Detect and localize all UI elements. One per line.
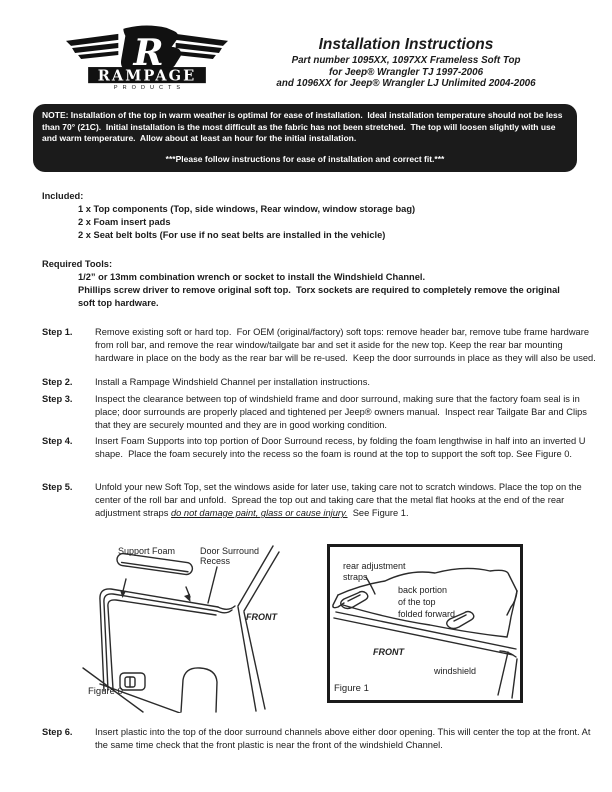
figure0-caption: Figure 0 [88,686,123,697]
figure1-label-back-line2: of the top [398,597,436,607]
tool-item-2: Phillips screw driver to remove original soft top. Torx sockets are required to completely remove the original soft top hardware. [78,285,563,308]
note-footer-text: ***Please follow instructions for ease of installation and correct fit.*** [165,154,445,165]
figure-0 [80,543,315,713]
subtitle-line-2: for Jeep® Wrangler TJ 1997-2006 [328,66,484,78]
step-row-6 [42,726,600,752]
required-tools-section [42,258,578,310]
note-box [33,104,577,172]
included-item-2: 2 x Foam insert pads [78,217,171,227]
included-item-1: 1 x Top components (Top, side windows, Rear window, window storage bag) [78,204,416,214]
step-row-1 [42,326,600,365]
step-row-5 [42,481,600,520]
step-5-text-after: See Figure 1. [347,508,409,518]
step-6-text: Insert plastic into the top of the door surround channels above either door opening. This will center the top at the front. At the same time check that the front plastic is near the front of the windshield Channel. [95,727,594,750]
tool-item-1: 1/2” or 13mm combination wrench or socket to install the Windshield Channel. [78,272,426,282]
figure0-label-door-surround-line2: Recess [200,556,231,566]
figure0-label-support-foam: Support Foam [118,546,176,556]
logo-products-text: PRODUCTS [113,85,186,91]
step-row-3 [42,393,600,432]
step-5-label: Step 5. [42,482,73,492]
step-4-text: Insert Foam Supports into top portion of Door Surround recess, by folding the foam lengthwise in half into an inverted U shape. Place the foam securely into the recess so the foam is round at the top to support the soft top. See Figure 0. [95,436,589,459]
figure0-label-door-surround-line1: Door Surround [200,546,260,556]
figure1-label-straps-line2: straps [343,572,368,582]
figure-1 [327,544,523,703]
step-row-4 [42,435,600,461]
figure1-label-back-line3: folded forward [398,609,456,619]
subtitle-line-1: Part number 1095XX, 1097XX Frameless Soft Top [291,55,521,66]
step-3-text: Inspect the clearance between top of windshield frame and door surround, making sure that the factory foam seal is in place; door surrounds are properly placed and tightened per Jeep® owners manual. Inspect rear Tailgate Bar and Clips that they are securely mounted and they are in good working condition. [95,394,590,430]
step-row-2 [42,376,600,389]
figure1-caption: Figure 1 [334,683,369,694]
document-title: Installation Instructions [318,36,494,53]
subtitle-line-3: and 1096XX for Jeep® Wrangler LJ Unlimited 2004-2006 [276,78,536,90]
step-5-text [95,481,600,520]
step-2-label: Step 2. [42,377,73,387]
logo-letter: R [133,31,164,75]
title-block [268,36,544,90]
step-5-warning-text: do not damage paint, glass or cause injury. [170,508,348,518]
step-1-text: Remove existing soft or hard top. For OEM (original/factory) soft tops: remove header bar, remove tube frame hardware from roll bar, and remove the rear window/tailgate bar and set it aside for the new top. Keep the rear bar mounting hardware in place on the body as the rear bar will be re-used. Keep the door surrounds in place as they will also be used. [95,327,596,363]
included-section [42,190,578,242]
logo-brand-text: RAMPAGE [97,67,197,85]
step-6-label: Step 6. [42,727,73,737]
step-3-label: Step 3. [42,394,73,404]
step-4-label: Step 4. [42,436,73,446]
figure1-label-straps-line1: rear adjustment [343,561,406,571]
step-2-text: Install a Rampage Windshield Channel per installation instructions. [95,377,370,387]
figure1-label-front: FRONT [373,647,404,657]
figure1-label-back-line1: back portion [398,585,448,595]
figure0-label-front: FRONT [246,612,277,622]
included-heading: Included: [42,191,84,201]
note-body-text: NOTE: Installation of the top in warm weather is optimal for ease of installation. Ideal installation temperature should not be less than 70° (21C). Initial installation is the most difficult as the fabric has not been stretched. The top will loosen slightly with use and warm temperature. Allow about at least an hour for the initial installation. [42,110,565,144]
included-item-3: 2 x Seat belt bolts (For use if no seat belts are installed in the vehicle) [78,230,386,240]
step-1-label: Step 1. [42,327,73,337]
figure1-label-windshield: windshield [434,666,477,676]
step-5-text-before: Unfold your new Soft Top, set the windows aside for later use, taking care not to scratch windows. Place the top on the center of the roll bar and unfold. Spread the top out and taking care that the metal flat hooks at the end of the rear adjustment straps [95,482,585,518]
required-tools-heading: Required Tools: [42,259,113,269]
rampage-logo-icon [66,25,228,91]
